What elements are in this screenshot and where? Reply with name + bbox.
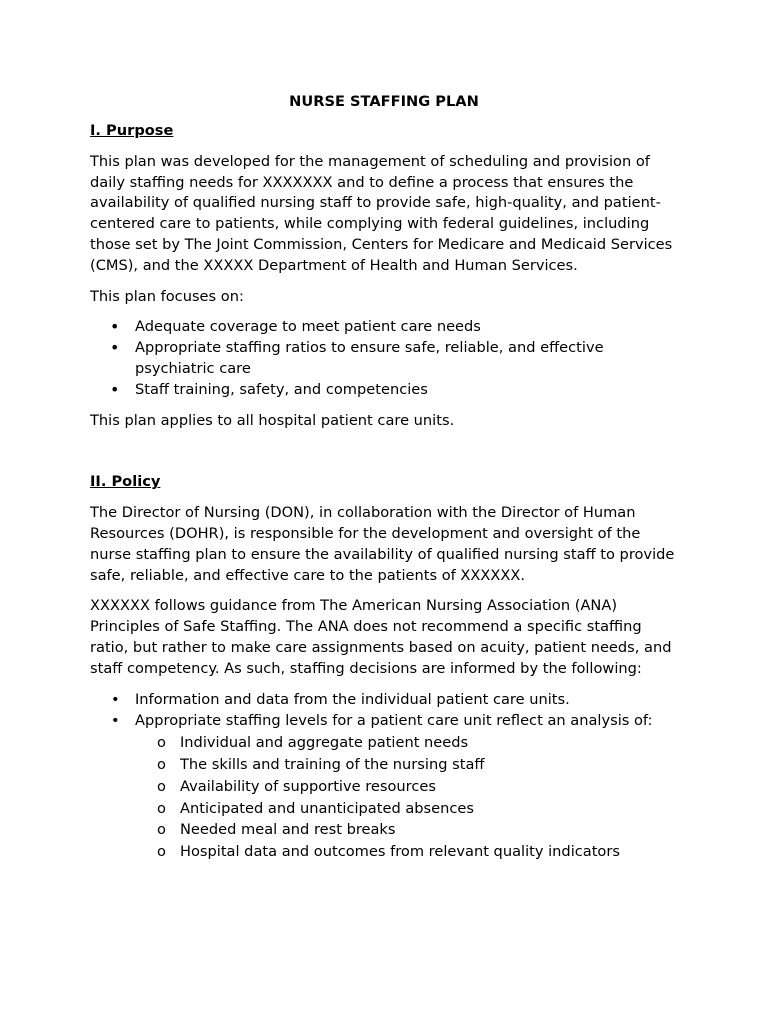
circle-bullet-icon: o [157, 799, 166, 817]
sublist-item [157, 842, 680, 864]
bullet-icon: • [111, 690, 120, 708]
sublist-item [157, 820, 680, 842]
focus-list [90, 317, 680, 400]
circle-bullet-icon: o [157, 734, 166, 752]
document-title: NURSE STAFFING PLAN [289, 93, 479, 110]
circle-bullet-icon: o [157, 821, 166, 839]
purpose-heading: I. Purpose [90, 122, 174, 139]
purpose-intro: This plan was developed for the management of scheduling and provision of daily staffing needs for XXXXXXX and to define a process that ensures the availability of qualified nursing staff to provide safe, high-quality, and patient-centered care to patients, while complying with federal guidelines, including those set by The Joint Commission, Centers for Medicare and Medicaid Services (CMS), and the XXXXX Department of Health and Human Services. [90, 152, 673, 274]
list-item-text: Information and data from the individual patient care units. [135, 690, 570, 708]
policy-paragraph-1: The Director of Nursing (DON), in collaboration with the Director of Human Resources (DOHR), is responsible for the development and oversight of the nurse staffing plan to ensure the availability of qualified nursing staff to provide safe, reliable, and effective care to the patients of XXXXXX. [90, 504, 675, 584]
sublist-item-text: Availability of supportive resources [180, 777, 436, 795]
circle-bullet-icon: o [157, 843, 166, 861]
policy-paragraph-2: XXXXXX follows guidance from The American Nursing Association (ANA) Principles of Safe Staffing. The ANA does not recommend a specific staffing ratio, but rather to make care assignments based on acuity, patient needs, and staff competency. As such, staffing decisions are informed by the following: [90, 597, 672, 677]
document-page [90, 90, 680, 864]
list-item-text: Appropriate staffing ratios to ensure safe, reliable, and effective psychiatric care [135, 339, 604, 377]
bullet-icon: • [110, 379, 120, 399]
sublist-item-text: Anticipated and unanticipated absences [180, 799, 474, 817]
list-item [111, 690, 680, 712]
sublist-item-text: Individual and aggregate patient needs [180, 734, 469, 752]
circle-bullet-icon: o [157, 755, 166, 773]
bullet-icon: • [111, 712, 120, 730]
bullet-icon: • [110, 317, 120, 337]
list-item [110, 379, 680, 401]
sublist-item [157, 799, 680, 821]
sublist-item [157, 777, 680, 799]
list-item-text: Appropriate staffing levels for a patient care unit reflect an analysis of: [135, 712, 653, 730]
sublist-item-text: The skills and training of the nursing staff [180, 755, 485, 773]
sublist-item-text: Needed meal and rest breaks [180, 821, 396, 839]
applies-text: This plan applies to all hospital patient care units. [90, 411, 455, 429]
sublist-item [157, 733, 680, 755]
policy-heading: II. Policy [90, 473, 161, 491]
policy-list [90, 690, 680, 864]
circle-bullet-icon: o [157, 777, 166, 795]
list-item [110, 338, 680, 380]
list-item-text: Staff training, safety, and competencies [135, 380, 428, 398]
list-item [110, 317, 680, 338]
sublist-item-text: Hospital data and outcomes from relevant quality indicators [180, 843, 620, 861]
list-item [111, 711, 680, 864]
focus-lead: This plan focuses on: [90, 287, 244, 305]
analysis-sublist [135, 733, 680, 864]
bullet-icon: • [110, 338, 120, 358]
sublist-item [157, 755, 680, 777]
list-item-text: Adequate coverage to meet patient care needs [135, 318, 481, 336]
